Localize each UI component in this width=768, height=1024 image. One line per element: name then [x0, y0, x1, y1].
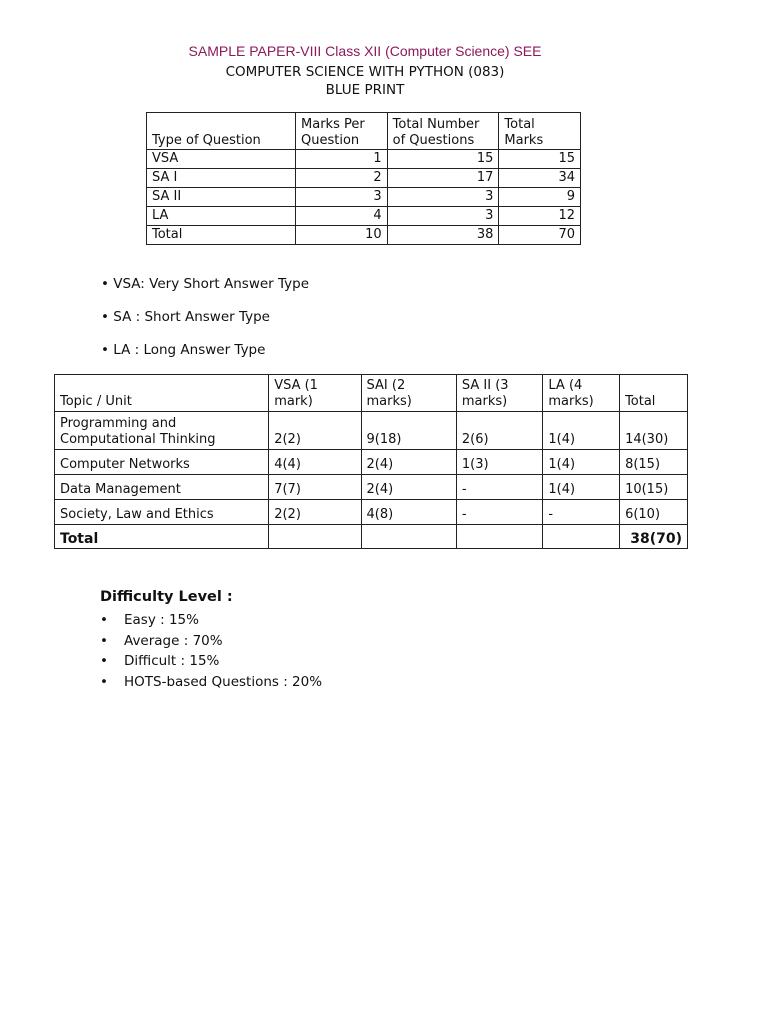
header-la: LA (4 marks): [543, 375, 620, 412]
cell: 1(4): [543, 475, 620, 500]
cell: 1: [296, 150, 388, 169]
table-row: [55, 450, 688, 475]
difficulty-heading: Difficulty Level :: [100, 589, 233, 605]
list-item: [100, 672, 322, 693]
legend-la: • LA : Long Answer Type: [101, 342, 266, 358]
cell: 70: [499, 226, 581, 245]
cell: [269, 525, 361, 549]
header-topic-unit: Topic / Unit: [55, 375, 269, 412]
cell: 2(4): [361, 450, 456, 475]
cell: 14(30): [620, 412, 688, 450]
cell: VSA: [147, 150, 296, 169]
cell: 1(4): [543, 412, 620, 450]
cell: 1(3): [456, 450, 543, 475]
cell: 17: [387, 169, 499, 188]
cell: 2(2): [269, 412, 361, 450]
topic-unit-table: [54, 374, 688, 549]
cell: [543, 525, 620, 549]
cell: Computer Networks: [55, 450, 269, 475]
table-row: [55, 500, 688, 525]
table-row: [147, 150, 581, 169]
question-type-table: [146, 112, 581, 245]
cell: -: [456, 500, 543, 525]
cell: [361, 525, 456, 549]
list-item-label: Average : 70%: [124, 632, 223, 649]
header-total: Total: [620, 375, 688, 412]
difficulty-list: [100, 610, 322, 692]
cell: -: [456, 475, 543, 500]
list-item-label: HOTS-based Questions : 20%: [124, 673, 323, 690]
header-vsa: VSA (1 mark): [269, 375, 361, 412]
list-item-label: Difficult : 15%: [124, 653, 220, 669]
cell: 7(7): [269, 475, 361, 500]
table-row: [55, 475, 688, 500]
list-item: [100, 610, 322, 631]
bullet-icon: •: [100, 653, 108, 669]
cell: Programming and Computational Thinking: [55, 412, 269, 450]
list-item-label: Easy : 15%: [124, 612, 199, 628]
cell: Society, Law and Ethics: [55, 500, 269, 525]
subject-title: COMPUTER SCIENCE WITH PYTHON (083): [225, 64, 505, 80]
header-total-marks: Total Marks: [499, 113, 581, 150]
cell: 3: [387, 207, 499, 226]
table-row: [147, 169, 581, 188]
header-type-of-question: Type of Question: [147, 113, 296, 150]
bullet-icon: •: [100, 673, 108, 690]
cell: 15: [387, 150, 499, 169]
list-item: [100, 631, 322, 652]
table-row: [55, 412, 688, 450]
blueprint-title: BLUE PRINT: [325, 82, 405, 98]
cell: 1(4): [543, 450, 620, 475]
cell: 4: [296, 207, 388, 226]
cell: Data Management: [55, 475, 269, 500]
cell: SA I: [147, 169, 296, 188]
header-sai: SAI (2 marks): [361, 375, 456, 412]
legend-sa: • SA : Short Answer Type: [101, 309, 270, 325]
total-value: 38(70): [620, 525, 688, 549]
total-label: Total: [55, 525, 269, 549]
table-row: [147, 188, 581, 207]
cell: 2: [296, 169, 388, 188]
cell: 12: [499, 207, 581, 226]
cell: 3: [387, 188, 499, 207]
cell: 15: [499, 150, 581, 169]
cell: 10: [296, 226, 388, 245]
cell: SA II: [147, 188, 296, 207]
cell: 4(8): [361, 500, 456, 525]
cell: 6(10): [620, 500, 688, 525]
cell: [456, 525, 543, 549]
cell: 4(4): [269, 450, 361, 475]
table-row-total: [55, 525, 688, 549]
cell: -: [543, 500, 620, 525]
list-item: [100, 651, 322, 672]
cell: 2(2): [269, 500, 361, 525]
header-marks-per-question: Marks Per Question: [296, 113, 388, 150]
bullet-icon: •: [100, 632, 108, 649]
cell: 2(4): [361, 475, 456, 500]
cell: 3: [296, 188, 388, 207]
cell: 9: [499, 188, 581, 207]
cell: 38: [387, 226, 499, 245]
cell: 34: [499, 169, 581, 188]
paper-title: SAMPLE PAPER-VIII Class XII (Computer Science) SEE: [188, 43, 542, 59]
table-row: [147, 207, 581, 226]
legend-vsa: • VSA: Very Short Answer Type: [101, 276, 310, 292]
table-header-row: [55, 375, 688, 412]
cell: 10(15): [620, 475, 688, 500]
table-row-total: [147, 226, 581, 245]
cell: LA: [147, 207, 296, 226]
header-total-questions: Total Number of Questions: [387, 113, 499, 150]
cell: 9(18): [361, 412, 456, 450]
cell: 8(15): [620, 450, 688, 475]
bullet-icon: •: [100, 612, 108, 628]
header-saii: SA II (3 marks): [456, 375, 543, 412]
table-header-row: [147, 113, 581, 150]
cell: Total: [147, 226, 296, 245]
cell: 2(6): [456, 412, 543, 450]
